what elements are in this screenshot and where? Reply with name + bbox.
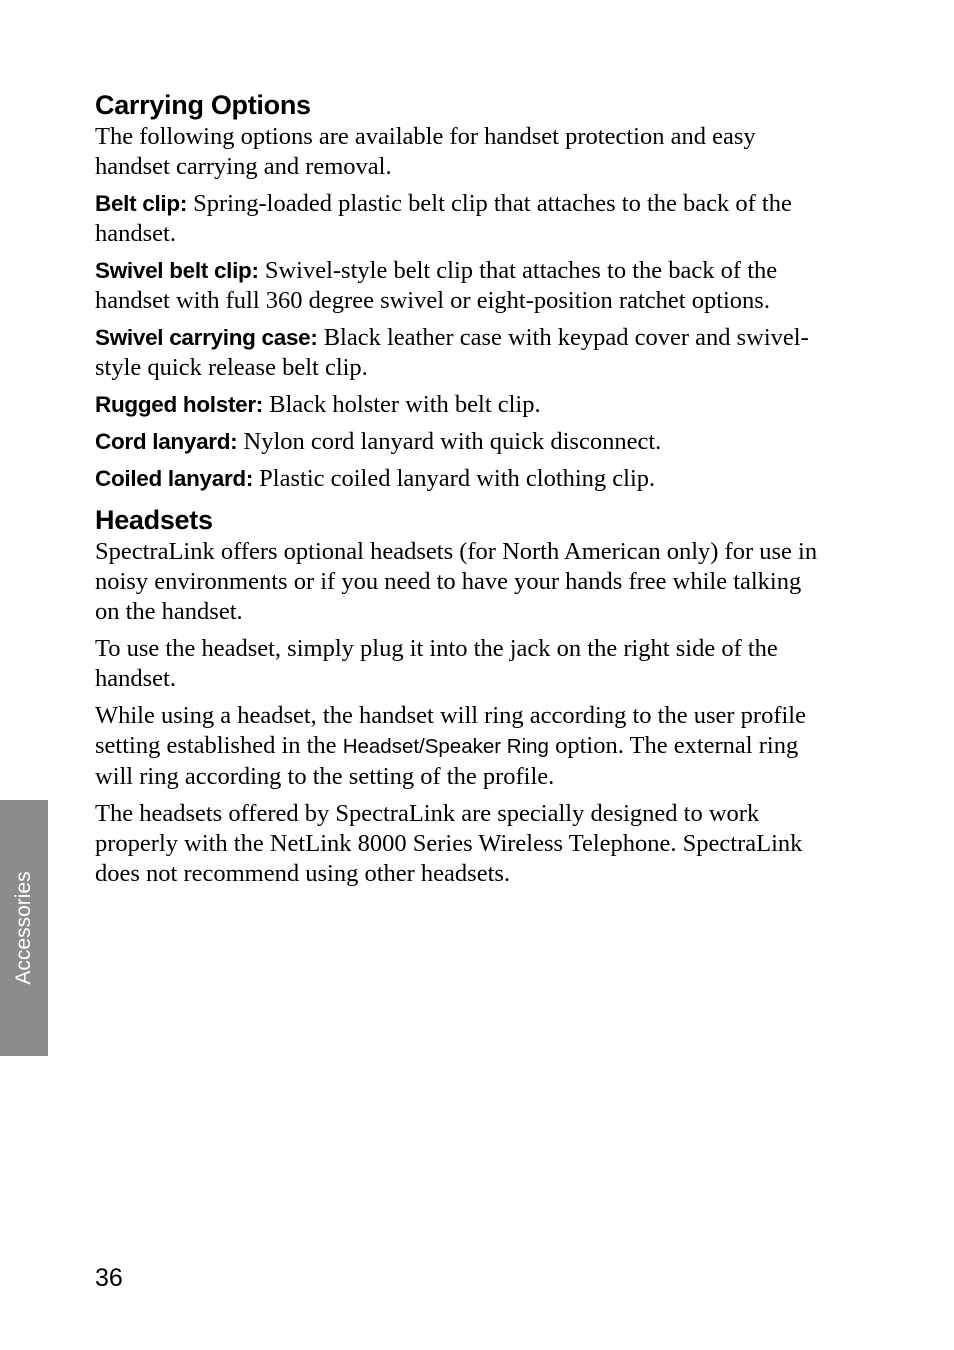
page-number: 36 <box>95 1264 123 1292</box>
option-term: Rugged holster: <box>95 392 263 417</box>
headsets-paragraph-2: To use the headset, simply plug it into the jack on the right side of the handset. <box>95 635 778 692</box>
headsets-paragraph-4: The headsets offered by SpectraLink are specially designed to work properly with the NetLink 8000 Series Wireless Telephone. SpectraLink does not recommend using other headsets. <box>95 800 803 887</box>
option-desc: Nylon cord lanyard with quick disconnect. <box>237 428 662 455</box>
carrying-options-intro: The following options are available for handset protection and easy handset carrying and removal. <box>95 123 756 180</box>
section-side-tab-label: Accessories <box>12 871 35 985</box>
option-belt-clip <box>95 189 830 249</box>
headsets-paragraph-3 <box>95 701 830 792</box>
page-content <box>95 88 830 896</box>
paragraph-text: option. The external ring will ring according to the setting of the profile. <box>95 732 799 790</box>
option-desc: Black holster with belt clip. <box>263 391 541 418</box>
option-desc: Black leather case with keypad cover and swivel-style quick release belt clip. <box>95 324 809 381</box>
option-rugged-holster <box>95 390 830 420</box>
option-desc: Spring-loaded plastic belt clip that attaches to the back of the handset. <box>95 190 792 247</box>
headset-speaker-ring-reference: Headset/Speaker Ring <box>342 735 549 758</box>
option-term: Swivel carrying case: <box>95 325 318 350</box>
option-term: Coiled lanyard: <box>95 466 254 491</box>
option-swivel-belt-clip <box>95 256 830 316</box>
carrying-options-heading: Carrying Options <box>95 90 311 120</box>
option-desc: Plastic coiled lanyard with clothing clip. <box>253 465 656 492</box>
option-term: Cord lanyard: <box>95 429 238 454</box>
option-term: Swivel belt clip: <box>95 258 259 283</box>
option-term: Belt clip: <box>95 191 188 216</box>
option-swivel-carrying-case <box>95 323 830 383</box>
headsets-paragraph-1: SpectraLink offers optional headsets (for North American only) for use in noisy environments or if you need to have your hands free while talking on the handset. <box>95 538 818 625</box>
paragraph-text: While using a headset, the handset will ring according to the user profile setting established in the <box>95 702 806 759</box>
option-cord-lanyard <box>95 427 830 457</box>
option-desc: Swivel-style belt clip that attaches to the back of the handset with full 360 degree swivel or eight-position ratchet options. <box>95 257 778 314</box>
option-coiled-lanyard <box>95 464 830 494</box>
headsets-heading: Headsets <box>95 505 213 535</box>
